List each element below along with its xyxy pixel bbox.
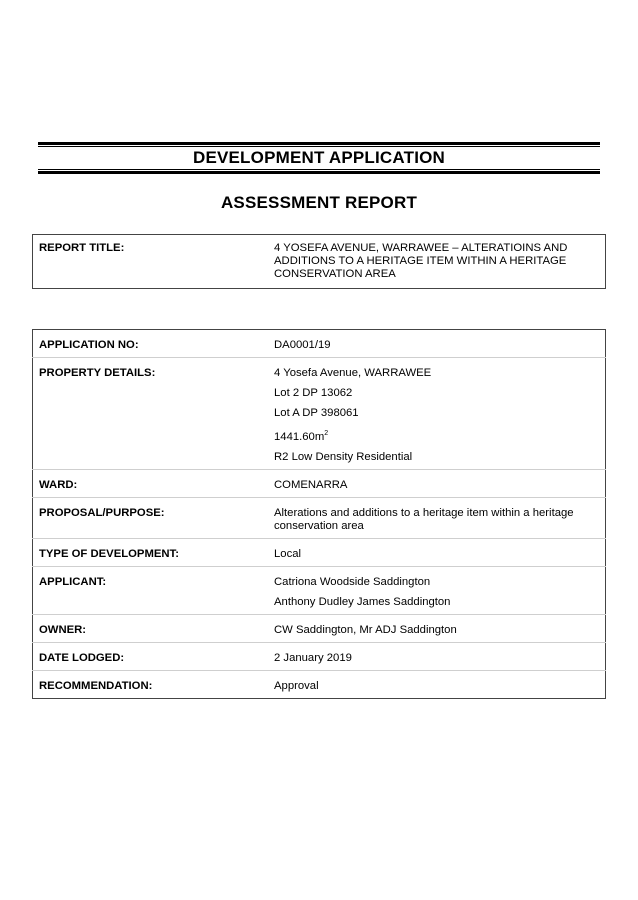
report-subtitle: ASSESSMENT REPORT (220, 193, 418, 212)
top-rule-thick (38, 142, 600, 145)
title-rule-thin (38, 169, 600, 170)
applicant-value (268, 566, 606, 614)
property-details-value (268, 358, 606, 470)
table-row (33, 358, 606, 470)
ward-value: COMENARRA (268, 469, 606, 497)
property-area (274, 427, 587, 444)
applicant-name-1: Catriona Woodside Saddington (274, 575, 431, 588)
property-lot-1: Lot 2 DP 13062 (274, 387, 353, 399)
report-title-value: 4 YOSEFA AVENUE, WARRAWEE – ALTERATIOINS AND ADDITIONS TO A HERITAGE ITEM WITHIN A HERITAGE CONSERVATION AREA (274, 242, 568, 280)
property-area-unit-sup: 2 (324, 430, 329, 437)
table-row (33, 330, 606, 358)
proposal-label: PROPOSAL/PURPOSE: (33, 497, 269, 538)
table-row (33, 566, 606, 614)
title-rule-thick (38, 171, 600, 174)
table-row (33, 538, 606, 566)
development-type-value: Local (268, 538, 606, 566)
recommendation-value: Approval (268, 670, 606, 698)
application-no-value: DA0001/19 (274, 339, 331, 351)
table-row (33, 497, 606, 538)
table-row (33, 614, 606, 642)
applicant-name-2: Anthony Dudley James Saddington (274, 595, 451, 608)
report-title-table (32, 234, 606, 289)
table-row (33, 469, 606, 497)
document-title: DEVELOPMENT APPLICATION (192, 148, 446, 167)
property-zoning: R2 Low Density Residential (274, 450, 413, 463)
date-lodged-label: DATE LODGED: (33, 642, 269, 670)
property-area-value: 1441.60m (274, 430, 325, 443)
owner-value: CW Saddington, Mr ADJ Saddington (268, 614, 606, 642)
ward-label: WARD: (33, 469, 269, 497)
property-address: 4 Yosefa Avenue, WARRAWEE (274, 367, 432, 379)
report-title-label: REPORT TITLE: (39, 242, 125, 254)
proposal-value: Alterations and additions to a heritage item within a heritage conservation area (268, 497, 606, 538)
application-details-table (32, 329, 606, 699)
recommendation-label: RECOMMENDATION: (33, 670, 269, 698)
owner-label: OWNER: (33, 614, 269, 642)
application-no-label: APPLICATION NO: (39, 339, 139, 351)
table-row (33, 670, 606, 698)
report-title-row (33, 235, 606, 289)
date-lodged-value: 2 January 2019 (268, 642, 606, 670)
property-lot-2: Lot A DP 398061 (274, 407, 359, 419)
top-rule-thin (38, 146, 600, 147)
table-row (33, 642, 606, 670)
property-details-label: PROPERTY DETAILS: (33, 358, 269, 470)
applicant-label: APPLICANT: (33, 566, 269, 614)
development-type-label: TYPE OF DEVELOPMENT: (33, 538, 269, 566)
